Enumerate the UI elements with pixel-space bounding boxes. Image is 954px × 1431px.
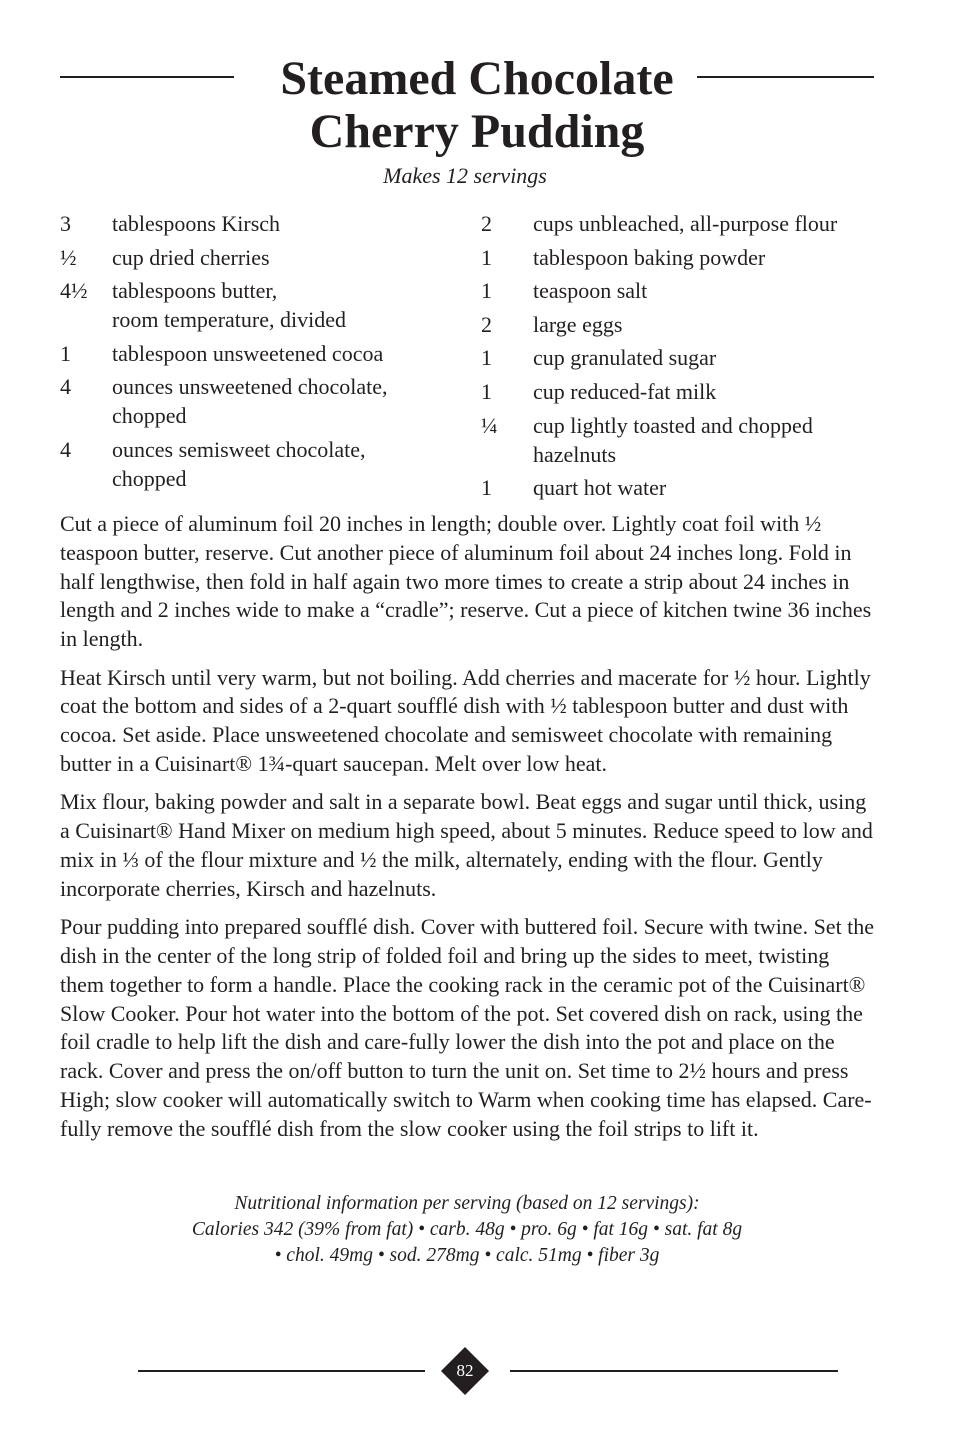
ingredient-item — [60, 372, 440, 430]
nutrition-line-1: Nutritional information per serving (based on 12 servings): — [234, 1193, 700, 1214]
ingredient-item — [481, 276, 881, 305]
ingredient-item — [60, 243, 440, 272]
ingredient-description: tablespoon baking powder — [533, 244, 766, 270]
ingredient-item — [60, 435, 440, 493]
ingredient-description: tablespoon unsweetened cocoa — [112, 340, 384, 366]
ingredient-description: cup reduced-fat milk — [533, 378, 717, 404]
ingredient-description: ounces unsweetened chocolate, chopped — [112, 374, 388, 429]
ingredient-item — [60, 276, 440, 334]
ingredient-description: cup granulated sugar — [533, 345, 717, 371]
nutrition-line-2: Calories 342 (39% from fat) • carb. 48g • pro. 6g • fat 16g • sat. fat 8g — [191, 1219, 743, 1240]
ingredient-quantity: 4 — [60, 374, 71, 400]
ingredient-description: cup dried cherries — [112, 244, 270, 270]
ingredient-quantity: 4½ — [60, 278, 88, 304]
title-rule-left — [60, 76, 234, 78]
ingredient-item — [481, 310, 881, 339]
ingredient-quantity: 2 — [481, 211, 492, 236]
footer-rule-right — [510, 1370, 838, 1372]
nutrition-line-3: • chol. 49mg • sod. 278mg • calc. 51mg • fiber 3g — [274, 1245, 660, 1266]
ingredient-quantity: 1 — [481, 278, 492, 304]
ingredient-item — [481, 243, 881, 272]
ingredient-item — [60, 339, 440, 368]
ingredient-quantity: 1 — [481, 244, 492, 270]
recipe-title-line-1: Steamed Chocolate — [280, 52, 674, 105]
ingredient-description: tablespoons butter, room temperature, divided — [112, 278, 346, 333]
recipe-title-line-2: Cherry Pudding — [309, 105, 645, 158]
title-rule-right — [697, 76, 874, 78]
ingredient-item — [481, 343, 881, 372]
ingredient-description: tablespoons Kirsch — [112, 211, 281, 236]
page-number: 82 — [456, 1361, 474, 1380]
instruction-paragraph: Pour pudding into prepared soufflé dish. Cover with buttered foil. Secure with twine. Set the dish in the center of the long strip of folded foil and bring up the sides to meet, twisting them together to form a handle. Place the cooking rack in the ceramic pot of the Cuisinart® Slow Cooker. Pour hot water into the bottom of the pot. Set covered dish on rack, using the foil cradle to help lift the dish and care-fully lower the dish into the pot and place on the rack. Cover and press the on/off button to turn the unit on. Set time to 2½ hours and press High; slow cooker will automatically switch to Warm when cooking time has elapsed. Care-fully remove the soufflé dish from the slow cooker using the foil strips to lift it. — [60, 914, 875, 1141]
ingredient-item — [481, 377, 881, 406]
ingredient-item — [481, 209, 881, 238]
nutrition-info — [0, 1191, 934, 1269]
ingredients-right-column — [481, 209, 881, 507]
recipe-title — [0, 52, 954, 158]
ingredient-quantity: 1 — [481, 475, 492, 501]
ingredient-description: teaspoon salt — [533, 278, 648, 304]
ingredient-quantity: 1 — [60, 340, 71, 366]
ingredient-description: quart hot water — [533, 475, 667, 501]
footer-rule-left — [138, 1370, 425, 1372]
ingredient-quantity: 1 — [481, 345, 492, 371]
ingredient-item — [481, 473, 881, 502]
instruction-paragraph: Heat Kirsch until very warm, but not boiling. Add cherries and macerate for ½ hour. Lightly coat the bottom and sides of a 2-quart soufflé dish with ½ tablespoon butter and dust with cocoa. Set aside. Place unsweetened chocolate and semisweet chocolate with remaining butter in a Cuisinart® 1¾-quart saucepan. Melt over low heat. — [60, 664, 871, 776]
instruction-paragraph: Mix flour, baking powder and salt in a separate bowl. Beat eggs and sugar until thick, using a Cuisinart® Hand Mixer on medium high speed, about 5 minutes. Reduce speed to low and mix in ⅓ of the flour mixture and ½ the milk, alternately, ending with the flour. Gently incorporate cherries, Kirsch and hazelnuts. — [60, 789, 873, 901]
ingredients-left-column — [60, 209, 440, 498]
ingredient-item — [481, 411, 881, 469]
ingredient-quantity: ½ — [60, 244, 77, 270]
ingredient-quantity: 1 — [481, 378, 492, 404]
ingredient-quantity: 2 — [481, 311, 492, 337]
instructions — [60, 510, 876, 1153]
ingredient-quantity: ¼ — [481, 412, 498, 438]
page-number-badge — [441, 1347, 489, 1395]
ingredient-description: large eggs — [533, 311, 623, 337]
ingredient-item — [60, 209, 440, 238]
instruction-paragraph: Cut a piece of aluminum foil 20 inches in length; double over. Lightly coat foil with ½ teaspoon butter, reserve. Cut another piece of aluminum foil about 24 inches long. Fold in half lengthwise, then fold in half again two more times to create a strip about 24 inches in length and 2 inches wide to make a “cradle”; reserve. Cut a piece of kitchen twine 36 inches in length. — [60, 511, 872, 652]
ingredient-description: ounces semisweet chocolate, chopped — [112, 436, 366, 491]
ingredient-quantity: 4 — [60, 436, 71, 462]
servings-note: Makes 12 servings — [383, 163, 547, 188]
ingredient-quantity: 3 — [60, 211, 71, 236]
title-block — [0, 52, 954, 158]
ingredient-description: cups unbleached, all-purpose flour — [533, 211, 838, 236]
ingredient-description: cup lightly toasted and chopped hazelnuts — [533, 412, 813, 467]
